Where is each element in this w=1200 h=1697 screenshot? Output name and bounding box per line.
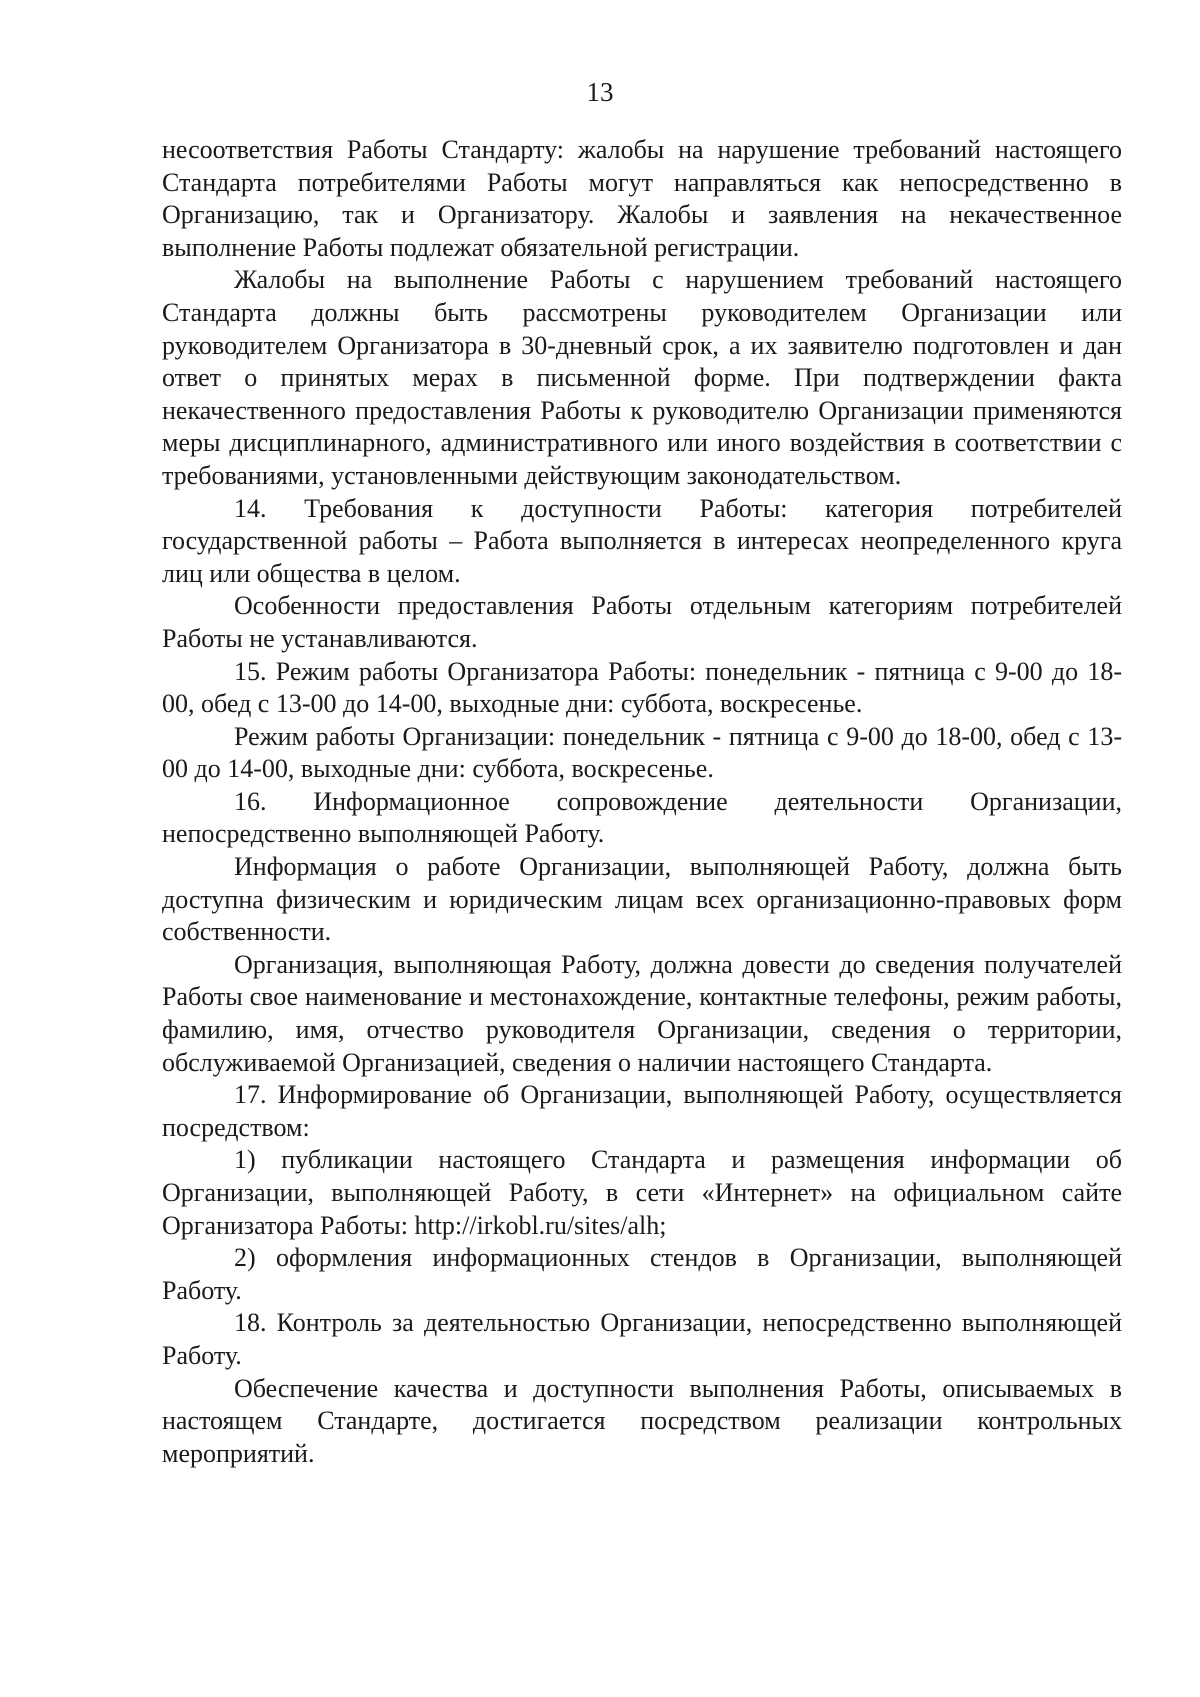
paragraph: Информация о работе Организации, выполняющей Работу, должна быть доступна физическим и юридическим лицам всех организационно-правовых форм собственности. [162, 852, 1122, 947]
paragraph: 15. Режим работы Организатора Работы: понедельник - пятница с 9-00 до 18-00, обед с 13-00 до 14-00, выходные дни: суббота, воскресенье. [162, 656, 1122, 719]
paragraph: 18. Контроль за деятельностью Организации, непосредственно выполняющей Работу. [162, 1308, 1122, 1370]
paragraph: 1) публикации настоящего Стандарта и размещения информации об Организации, выполняющей Работу, в сети «Интернет» на официальном сайте Организатора Работы: http://irkobl.ru/sites/alh; [162, 1145, 1122, 1240]
document-body [162, 134, 1122, 1470]
paragraph: 17. Информирование об Организации, выполняющей Работу, осуществляется посредством: [162, 1080, 1122, 1142]
paragraph: Организация, выполняющая Работу, должна довести до сведения получателей Работы свое наименование и местонахождение, контактные телефоны, режим работы, фамилию, имя, отчество руководителя Организации, сведения о территории, обслуживаемой Организацией, сведения о наличии настоящего Стандарта. [162, 949, 1122, 1077]
paragraph: Жалобы на выполнение Работы с нарушением требований настоящего Стандарта должны быть рассмотрены руководителем Организации или руководителем Организатора в 30-дневный срок, а их заявителю подготовлен и дан ответ о принятых мерах в письменной форме. При подтверждении факта некачественного предоставления Работы к руководителю Организации применяются меры дисциплинарного, административного или иного воздействия в соответствии с требованиями, установленными действующим законодательством. [162, 265, 1122, 490]
paragraph: несоответствия Работы Стандарту: жалобы на нарушение требований настоящего Стандарта потребителями Работы могут направляться как непосредственно в Организацию, так и Организатору. Жалобы и заявления на некачественное выполнение Работы подлежат обязательной регистрации. [162, 135, 1122, 262]
paragraph: Обеспечение качества и доступности выполнения Работы, описываемых в настоящем Стандарте, достигается посредством реализации контрольных мероприятий. [162, 1373, 1122, 1468]
paragraph: 16. Информационное сопровождение деятельности Организации, непосредственно выполняющей Работу. [162, 786, 1122, 849]
page-number: 13 [586, 77, 614, 107]
paragraph: Режим работы Организации: понедельник - пятница с 9-00 до 18-00, обед с 13-00 до 14-00, выходные дни: суббота, воскресенье. [162, 721, 1122, 784]
paragraph: 14. Требования к доступности Работы: категория потребителей государственной работы – Работа выполняется в интересах неопределенного круга лиц или общества в целом. [162, 493, 1122, 588]
paragraph: 2) оформления информационных стендов в Организации, выполняющей Работу. [162, 1243, 1122, 1305]
paragraph: Особенности предоставления Работы отдельным категориям потребителей Работы не устанавливаются. [162, 591, 1122, 653]
